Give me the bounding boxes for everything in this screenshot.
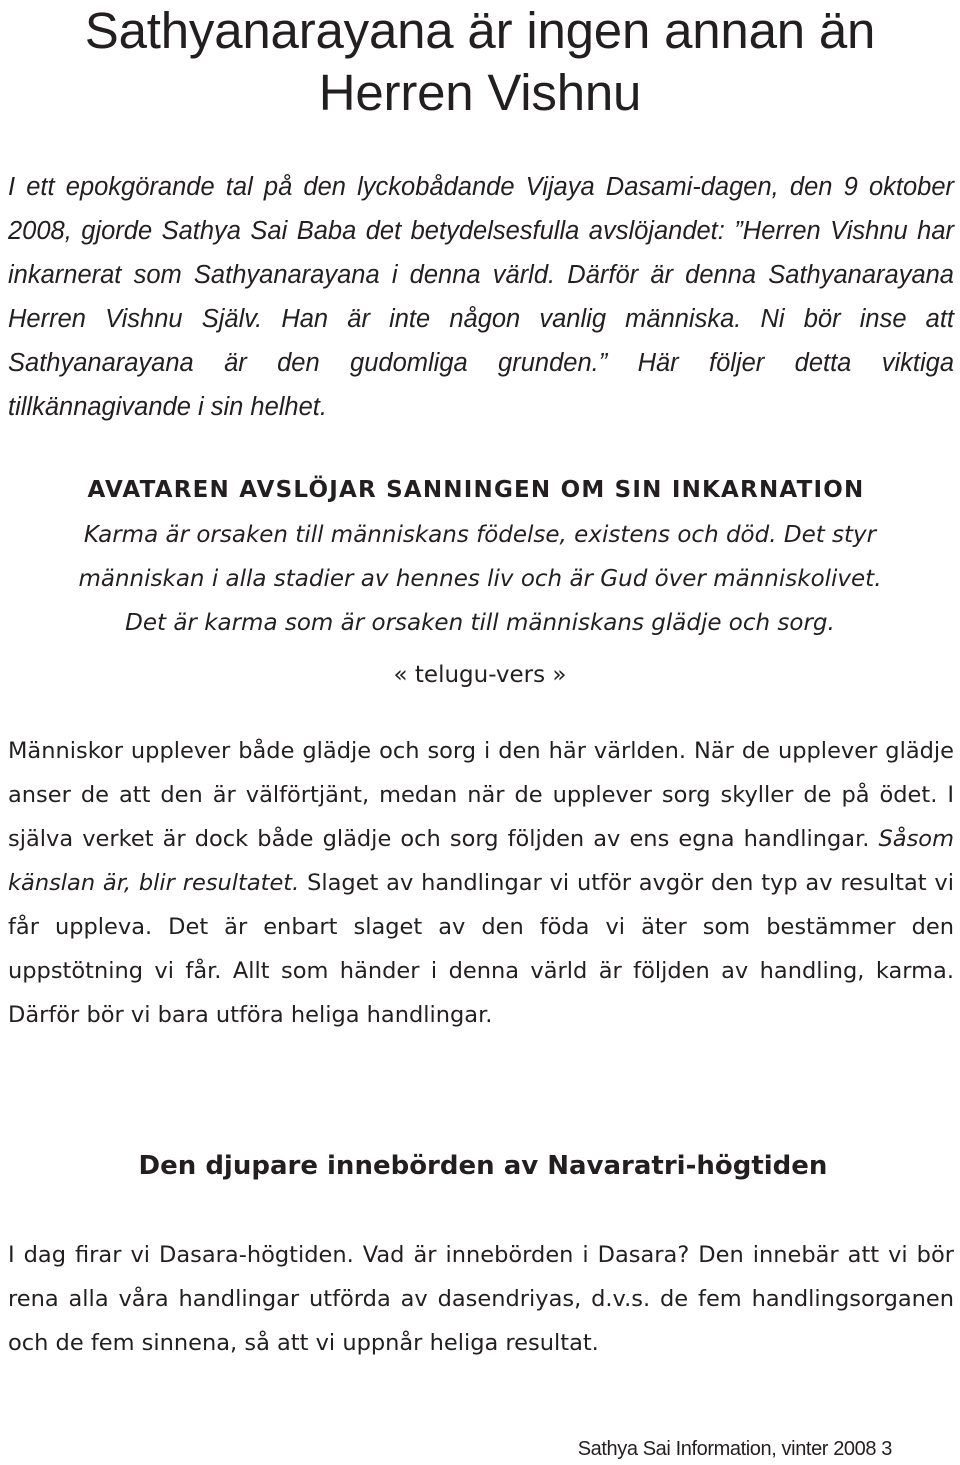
page-title-line-1: Sathyanarayana är ingen annan än: [84, 2, 876, 59]
navaratri-section-heading: Den djupare innebörden av Navaratri-högtiden: [138, 1151, 828, 1181]
karma-quote-line-1: Karma är orsaken till människans födelse, existens och död. Det styr: [83, 522, 877, 548]
body-paragraph-2: I dag firar vi Dasara-högtiden. Vad är innebörden i Dasara? Den innebär att vi bör rena alla våra handlingar utförda av dasendriyas, d.v.s. de fem handlingsorganen och de fem sinnena, så att vi uppnår heliga resultat.: [8, 1242, 954, 1356]
body-paragraph-1-emphasis: Såsom känslan är, blir resultatet.: [8, 826, 954, 896]
telugu-verse-placeholder: « telugu-vers »: [393, 662, 567, 688]
body-paragraph-1-part-1: Människor upplever både glädje och sorg i den här världen. När de upplever glädje anser de att den är välförtjänt, medan när de upplever sorg skyller de på ödet. I själva verket är dock både glädje och sorg följden av ens egna handlingar.: [8, 738, 954, 852]
page-footer: Sathya Sai Information, vinter 2008 3: [577, 1438, 892, 1460]
avatar-section-heading: AVATAREN AVSLÖJAR SANNINGEN OM SIN INKARNATION: [87, 477, 865, 503]
body-paragraph-1: [8, 729, 954, 1037]
page-title: [0, 0, 960, 124]
karma-quote-line-3: Det är karma som är orsaken till människans glädje och sorg.: [125, 610, 835, 636]
karma-quote-line-2: människan i alla stadier av hennes liv och är Gud över människolivet.: [78, 566, 882, 592]
karma-quote: [0, 513, 960, 645]
body-paragraph-1-part-2: Slaget av handlingar vi utför avgör den typ av resultat vi får uppleva. Det är enbart slaget av den föda vi äter som bestämmer den uppstötning vi får. Allt som händer i denna värld är följden av handling, karma. Därför bör vi bara utföra heliga handlingar.: [8, 870, 954, 1028]
page-title-line-2: Herren Vishnu: [318, 64, 642, 121]
intro-paragraph: I ett epokgörande tal på den lyckobådande Vijaya Dasami-dagen, den 9 oktober 2008, gjorde Sathya Sai Baba det betydelsesfulla avslöjandet: ”Herren Vishnu har inkarnerat som Sathyanarayana i denna värld. Därför är denna Sathyanarayana Herren Vishnu Själv. Han är inte någon vanlig människa. Ni bör inse att Sathyanarayana är den gudomliga grunden.” Här följer detta viktiga tillkännagivande i sin helhet.: [8, 173, 954, 421]
